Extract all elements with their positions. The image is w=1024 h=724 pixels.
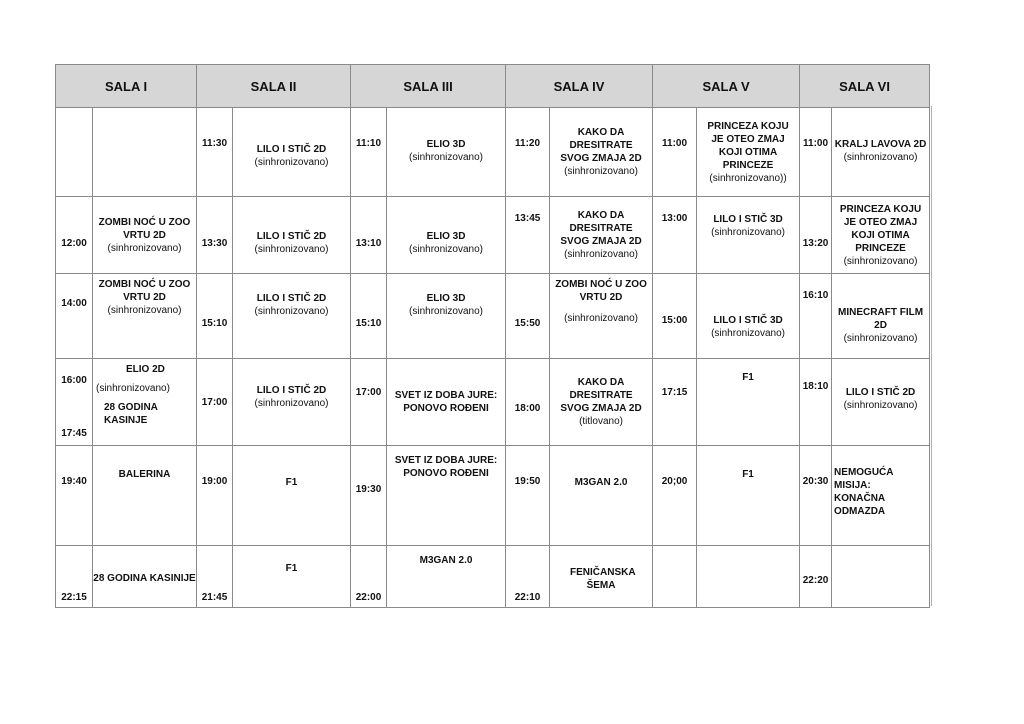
showtime <box>653 546 697 608</box>
movie-language: (sinhronizovano) <box>107 242 182 254</box>
movie-language: (sinhronizovano) <box>711 328 785 339</box>
showtime: 18:10 <box>800 359 832 446</box>
movie-language: (sinhronizovano) <box>843 255 918 267</box>
showtime: 13:10 <box>351 197 387 274</box>
showtime: 13:30 <box>197 197 233 274</box>
movie-cell <box>697 197 800 274</box>
movie-language: (sinhronizovano) <box>409 152 483 163</box>
movie-cell <box>93 197 197 274</box>
showtime: 19:50 <box>506 446 550 546</box>
movie-language: (sinhronizovano) <box>96 383 170 394</box>
movie-title: KAKO DA DRESITRATE SVOG ZMAJA 2D <box>560 127 642 164</box>
showtime: 19:40 <box>56 446 93 546</box>
movie-language: (sinhronizovano) <box>107 305 182 316</box>
movie-language: (sinhronizovano) <box>564 249 638 260</box>
showtime: 16:10 <box>800 274 832 359</box>
showtime: 11:00 <box>653 108 697 197</box>
movie-title: 28 GODINA KASINJE <box>104 402 158 426</box>
movie-title: KAKO DA DRESITRATE SVOG ZMAJA 2D <box>560 210 642 247</box>
movie-cell <box>550 446 653 546</box>
movie-title: ZOMBI NOĆ U ZOO VRTU 2D <box>98 279 191 303</box>
movie-language: (sinhronizovano) <box>843 400 918 411</box>
showtime: 15:00 <box>653 274 697 359</box>
movie-title: ZOMBI NOĆ U ZOO VRTU 2D <box>555 279 647 303</box>
movie-language: (sinhronizovano) <box>254 306 329 317</box>
movie-title: M3GAN 2.0 <box>419 555 473 566</box>
showtime-cell <box>56 359 93 446</box>
movie-language: (sinhronizovano) <box>843 332 918 344</box>
movie-cell <box>387 359 506 446</box>
movie-title: LILO I STIČ 2D <box>256 231 327 242</box>
movie-title: ELIO 2D <box>126 364 165 375</box>
showtime: 11:10 <box>351 108 387 197</box>
showtime: 19:30 <box>351 446 387 546</box>
right-edge-line <box>931 106 932 606</box>
movie-title: LILO I STIČ 3D <box>713 315 783 326</box>
movie-cell <box>387 108 506 197</box>
schedule-row <box>56 546 930 608</box>
movie-language: (sinhronizovano) <box>843 152 918 163</box>
hall-header: SALA IV <box>506 65 653 108</box>
movie-title: KRALJ LAVOVA 2D <box>834 139 927 150</box>
cinema-schedule <box>55 64 930 608</box>
showtime: 13:00 <box>653 197 697 274</box>
hall-header: SALA VI <box>800 65 930 108</box>
movie-cell <box>550 546 653 608</box>
movie-title: ELIO 3D <box>426 231 466 242</box>
movie-title: LILO I STIČ 2D <box>845 387 916 398</box>
movie-cell <box>233 274 351 359</box>
movie-cell <box>697 546 800 608</box>
movie-title: PRINCEZA KOJU JE OTEO ZMAJ KOJI OTIMA PRINCEZE <box>707 120 789 171</box>
showtime: 13:45 <box>506 197 550 274</box>
movie-cell <box>550 359 653 446</box>
showtime: 22:20 <box>800 546 832 608</box>
movie-cell <box>697 108 800 197</box>
movie-title: ZOMBI NOĆ U ZOO VRTU 2D <box>98 216 191 241</box>
schedule-row <box>56 108 930 197</box>
movie-language: (sinhronizovano) <box>564 166 638 177</box>
movie-title: F1 <box>285 477 298 488</box>
movie-title: LILO I STIČ 3D <box>713 214 783 225</box>
movie-title: PRINCEZA KOJU JE OTEO ZMAJ KOJI OTIMA PRINCEZE <box>839 203 922 254</box>
movie-cell <box>233 359 351 446</box>
movie-title: F1 <box>742 469 754 480</box>
showtime: 14:00 <box>56 274 93 359</box>
schedule-row <box>56 446 930 546</box>
movie-title: LILO I STIČ 2D <box>256 144 327 155</box>
showtime: 16:00 <box>61 375 87 386</box>
showtime: 18:00 <box>506 359 550 446</box>
movie-cell <box>387 446 506 546</box>
movie-cell <box>697 359 800 446</box>
movie-cell <box>697 274 800 359</box>
movie-title: F1 <box>285 563 298 574</box>
movie-language: (sinhronizovano) <box>254 244 329 255</box>
showtime: 17:45 <box>61 428 87 439</box>
showtime: 15:10 <box>197 274 233 359</box>
showtime: 11:30 <box>197 108 233 197</box>
showtime: 11:00 <box>800 108 832 197</box>
showtime: 19:00 <box>197 446 233 546</box>
movie-cell <box>93 446 197 546</box>
movie-title: LILO I STIČ 2D <box>256 385 327 396</box>
movie-language: (sinhronizovano) <box>254 398 329 409</box>
movie-cell <box>697 446 800 546</box>
movie-language: (sinhronizovano)) <box>709 172 787 184</box>
showtime: 22:10 <box>506 546 550 608</box>
movie-title: 28 GODINA KASINIJE <box>93 573 196 584</box>
schedule-row <box>56 274 930 359</box>
showtime: 20;00 <box>653 446 697 546</box>
movie-cell <box>233 197 351 274</box>
schedule-row <box>56 359 930 446</box>
showtime: 22:15 <box>56 546 93 608</box>
movie-language: (sinhronizovano) <box>564 313 638 324</box>
schedule-row <box>56 197 930 274</box>
showtime: 17:00 <box>197 359 233 446</box>
movie-title: M3GAN 2.0 <box>574 477 628 488</box>
movie-title: LILO I STIČ 2D <box>256 293 327 304</box>
movie-language: (sinhronizovano) <box>409 306 483 317</box>
movie-title: NEMOGUĆA MISIJA: KONAČNA ODMAZDA <box>834 467 894 517</box>
movie-cell <box>832 197 930 274</box>
movie-cell <box>233 546 351 608</box>
showtime: 11:20 <box>506 108 550 197</box>
movie-cell <box>832 446 930 546</box>
movie-cell <box>832 108 930 197</box>
movie-title: FENIČANSKA ŠEMA <box>570 566 636 591</box>
showtime: 20:30 <box>800 446 832 546</box>
showtime: 13:20 <box>800 197 832 274</box>
showtime: 12:00 <box>56 197 93 274</box>
movie-language: (titlovano) <box>579 416 623 427</box>
movie-title: MINECRAFT FILM 2D <box>838 306 924 331</box>
movie-cell <box>387 546 506 608</box>
hall-header: SALA II <box>197 65 351 108</box>
movie-cell <box>832 359 930 446</box>
showtime: 22:00 <box>351 546 387 608</box>
movie-cell <box>93 359 197 446</box>
movie-cell <box>550 274 653 359</box>
movie-language: (sinhronizovano) <box>254 157 329 168</box>
showtime: 15:10 <box>351 274 387 359</box>
movie-cell <box>550 108 653 197</box>
movie-title: ELIO 3D <box>426 293 466 304</box>
movie-language: (sinhronizovano) <box>711 227 785 238</box>
movie-cell <box>93 546 197 608</box>
movie-cell <box>93 274 197 359</box>
movie-cell <box>832 274 930 359</box>
showtime: 15:50 <box>506 274 550 359</box>
movie-cell <box>387 274 506 359</box>
movie-cell <box>233 446 351 546</box>
movie-cell <box>550 197 653 274</box>
hall-header-row <box>56 65 930 108</box>
showtime <box>56 108 93 197</box>
schedule-table <box>55 64 930 608</box>
movie-cell <box>387 197 506 274</box>
movie-cell <box>93 108 197 197</box>
movie-language: (sinhronizovano) <box>409 244 483 255</box>
movie-title: KAKO DA DRESITRATE SVOG ZMAJA 2D <box>560 377 642 414</box>
movie-title: SVET IZ DOBA JURE: PONOVO ROĐENI <box>394 455 498 479</box>
hall-header: SALA I <box>56 65 197 108</box>
movie-title: SVET IZ DOBA JURE: PONOVO ROĐENI <box>394 390 498 414</box>
showtime: 17:15 <box>653 359 697 446</box>
movie-title: BALERINA <box>118 469 171 480</box>
showtime: 21:45 <box>197 546 233 608</box>
movie-title: F1 <box>742 372 754 383</box>
movie-cell <box>233 108 351 197</box>
hall-header: SALA V <box>653 65 800 108</box>
movie-title: ELIO 3D <box>426 139 466 150</box>
hall-header: SALA III <box>351 65 506 108</box>
movie-cell <box>832 546 930 608</box>
showtime: 17:00 <box>351 359 387 446</box>
